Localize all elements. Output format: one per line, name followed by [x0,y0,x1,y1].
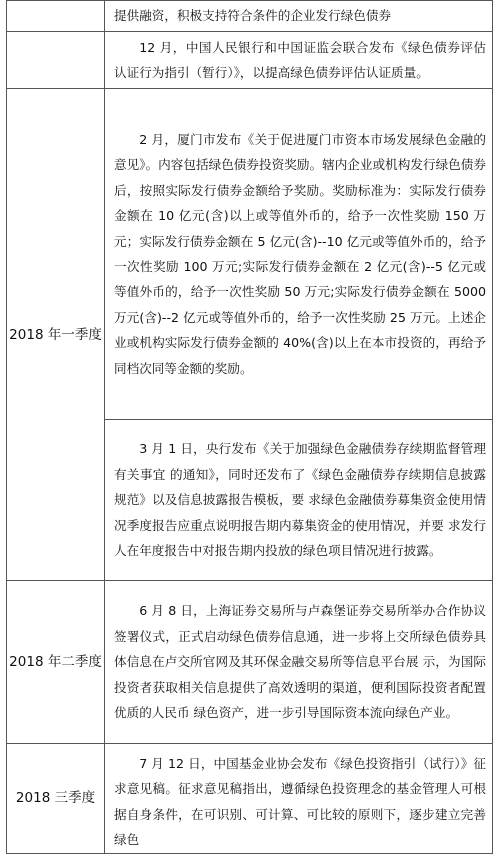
content-cell [105,32,493,89]
content-cell [105,89,493,420]
period-label: 2018 年一季度 [7,89,105,581]
table-row [7,32,493,89]
content-cell [105,420,493,581]
policy-text: 2 月，厦门市发布《关于促进厦门市资本市场发展绿色金融的意见》。内容包括绿色债券投资奖励。辖内企业或机构发行绿色债券后，按照实际发行债券金额给予奖励。奖励标准为：实际发行债券金额在 10 亿元(含)以上或等值外币的，给予一次性奖励 150 万元；实际发行债券金额在 5 亿元(含)--10 亿元或等值外币的，给予一次性奖励 100 万元;实际发行债券金额在 2 亿元(含)--5 亿元或等值外币的，给予一次性奖励 50 万元;实际发行债券金额在 5000 万元(含)--2 亿元或等值外币的，给予一次性奖励 25 万元。上述企业或机构实际发行债券金额的 40%(含)以上在本市投资的，再给予同档次同等金额的奖励。 [114,131,486,376]
content-cell [105,1,493,32]
table-row [7,89,493,420]
period-cell [7,1,105,32]
policy-text: 提供融资，积极支持符合条件的企业发行绿色债券 [114,8,392,24]
period-cell [7,32,105,89]
policy-timeline-table [6,0,493,854]
table-row [7,581,493,744]
policy-text: 3 月 1 日，央行发布《关于加强绿色金融债券存续期监督管理有关事宜 的通知》，同时还发布了《绿色金融债券存续期信息披露规范》以及信息披露报告模板，要 求绿色金融债券募集资金使用情况季度报告应重点说明报告期内募集资金的使用情况，并要 求发行人在年度报告中对报告期内投放的绿色项目情况进行披露。 [114,441,486,559]
policy-text: 6 月 8 日，上海证券交易所与卢森堡证券交易所举办合作协议签署仪式，正式启动绿色债券信息通，进一步将上交所绿色债券具体信息在卢交所官网及其环保金融交易所等信息平台展 示，为国际投资者获取相关信息提供了高效透明的渠道，便利国际投资者配置优质的人民币 绿色资产，进一步引导国际资本流向绿色产业。 [114,603,486,721]
policy-text: 7 月 12 日，中国基金业协会发布《绿色投资指引（试行）》征求意见稿。征求意见稿指出，遵循绿色投资理念的基金管理人可根据自身条件，在可识别、可计算、可比较的原则下，逐步建立完善绿色 [114,756,486,848]
table-row [7,1,493,32]
content-cell [105,744,493,854]
table-row [7,744,493,854]
policy-text: 12 月，中国人民银行和中国证监会联合发布《绿色债券评估认证行为指引（暂行）》，以提高绿色债券评估认证质量。 [114,39,486,80]
content-cell [105,581,493,744]
period-label: 2018 三季度 [7,744,105,854]
period-label: 2018 年二季度 [7,581,105,744]
